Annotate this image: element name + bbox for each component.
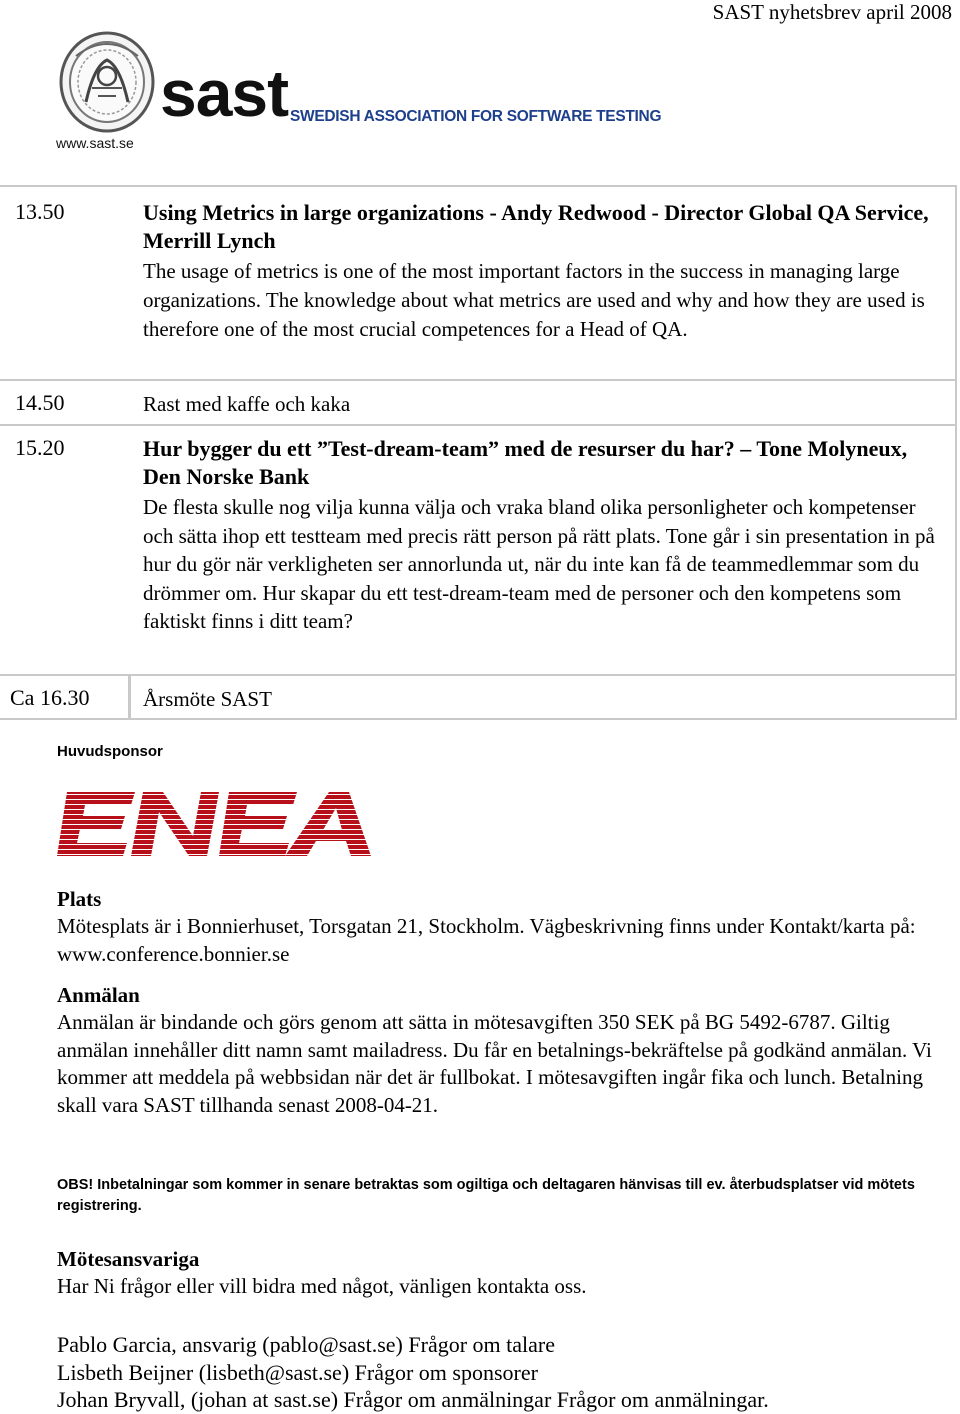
plats-section bbox=[57, 885, 937, 968]
session-title: Using Metrics in large organizations - Andy Redwood - Director Global QA Service, Merrill Lynch bbox=[143, 200, 929, 253]
anmalan-heading: Anmälan bbox=[57, 983, 140, 1007]
session-title: Årsmöte SAST bbox=[143, 687, 272, 711]
motesansvariga-text: Har Ni frågor eller vill bidra med något, vänligen kontakta oss. bbox=[57, 1274, 587, 1298]
sponsor-label: Huvudsponsor bbox=[57, 743, 163, 760]
session-description: De flesta skulle nog vilja kunna välja och vraka bland olika personligheter och kompetenser och sätta ihop ett testteam med precis rätt person på rätt plats. Tone går i sin presentation in på hur du gör när verkligheten ser annorlunda ut, när du inte kan få de teammedlemmar som du drömmer om. Hur skapar du ett test-dream-team med de personer och den kompetens som faktiskt finns i ditt team? bbox=[143, 495, 935, 633]
session-description: The usage of metrics is one of the most important factors in the success in managing large organizations. The knowledge about what metrics are used and why and how they are used is therefore one of the most crucial competences for a Head of QA. bbox=[143, 259, 925, 341]
sast-logo bbox=[52, 22, 662, 152]
motesansvariga-section bbox=[57, 1245, 937, 1301]
program-table bbox=[0, 185, 957, 720]
obs-notice: OBS! Inbetalningar som kommer in senare betraktas som ogiltiga och deltagaren hänvisas till ev. återbudsplatser vid mötets registrering. bbox=[57, 1177, 915, 1214]
newsletter-title: SAST nyhetsbrev april 2008 bbox=[712, 0, 952, 24]
row-divider bbox=[0, 379, 955, 381]
contact-item: Pablo Garcia, ansvarig (pablo@sast.se) Frågor om talare bbox=[57, 1332, 555, 1357]
contact-item: Lisbeth Beijner (lisbeth@sast.se) Frågor om sponsorer bbox=[57, 1359, 538, 1385]
sast-url: www.sast.se bbox=[56, 135, 134, 151]
session-title: Hur bygger du ett ”Test-dream-team” med de resurser du har? – Tone Molyneux, Den Norske Bank bbox=[143, 436, 908, 489]
contact-item: Johan Bryvall, (johan at sast.se) Frågor om anmälningar Frågor om anmälningar. bbox=[57, 1387, 769, 1412]
anmalan-section bbox=[57, 981, 937, 1119]
sast-wordmark: sast bbox=[160, 56, 289, 130]
contact-list bbox=[57, 1331, 937, 1414]
anmalan-text: Anmälan är bindande och görs genom att sätta in mötesavgiften 350 SEK på BG 5492-6787. Giltig anmälan innehåller ditt namn samt mailadress. Du får en betalnings-bekräftelse på godkänd anmälan. Vi kommer att meddela på webbsidan när det är fullbokat. I mötesavgiften ingår fika och lunch. Betalning skall vara SAST tillhanda senast 2008-04-21. bbox=[57, 1010, 932, 1117]
sast-tagline: SWEDISH ASSOCIATION FOR SOFTWARE TESTING bbox=[290, 108, 662, 125]
row-divider bbox=[0, 674, 955, 676]
plats-text: Mötesplats är i Bonnierhuset, Torsgatan 21, Stockholm. Vägbeskrivning finns under Kontakt/karta på: www.conference.bonnier.se bbox=[57, 914, 916, 966]
enea-logo bbox=[57, 790, 373, 858]
plats-heading: Plats bbox=[57, 887, 102, 911]
row-divider bbox=[0, 424, 955, 426]
column-divider bbox=[128, 675, 131, 720]
session-title: Rast med kaffe och kaka bbox=[143, 392, 351, 416]
motesansvariga-heading: Mötesansvariga bbox=[57, 1247, 200, 1271]
session-time: Ca 16.30 bbox=[10, 685, 90, 710]
session-time: 14.50 bbox=[15, 390, 65, 415]
session-time: 13.50 bbox=[15, 199, 65, 224]
circular-seal-icon bbox=[56, 26, 158, 134]
session-time: 15.20 bbox=[15, 435, 65, 460]
